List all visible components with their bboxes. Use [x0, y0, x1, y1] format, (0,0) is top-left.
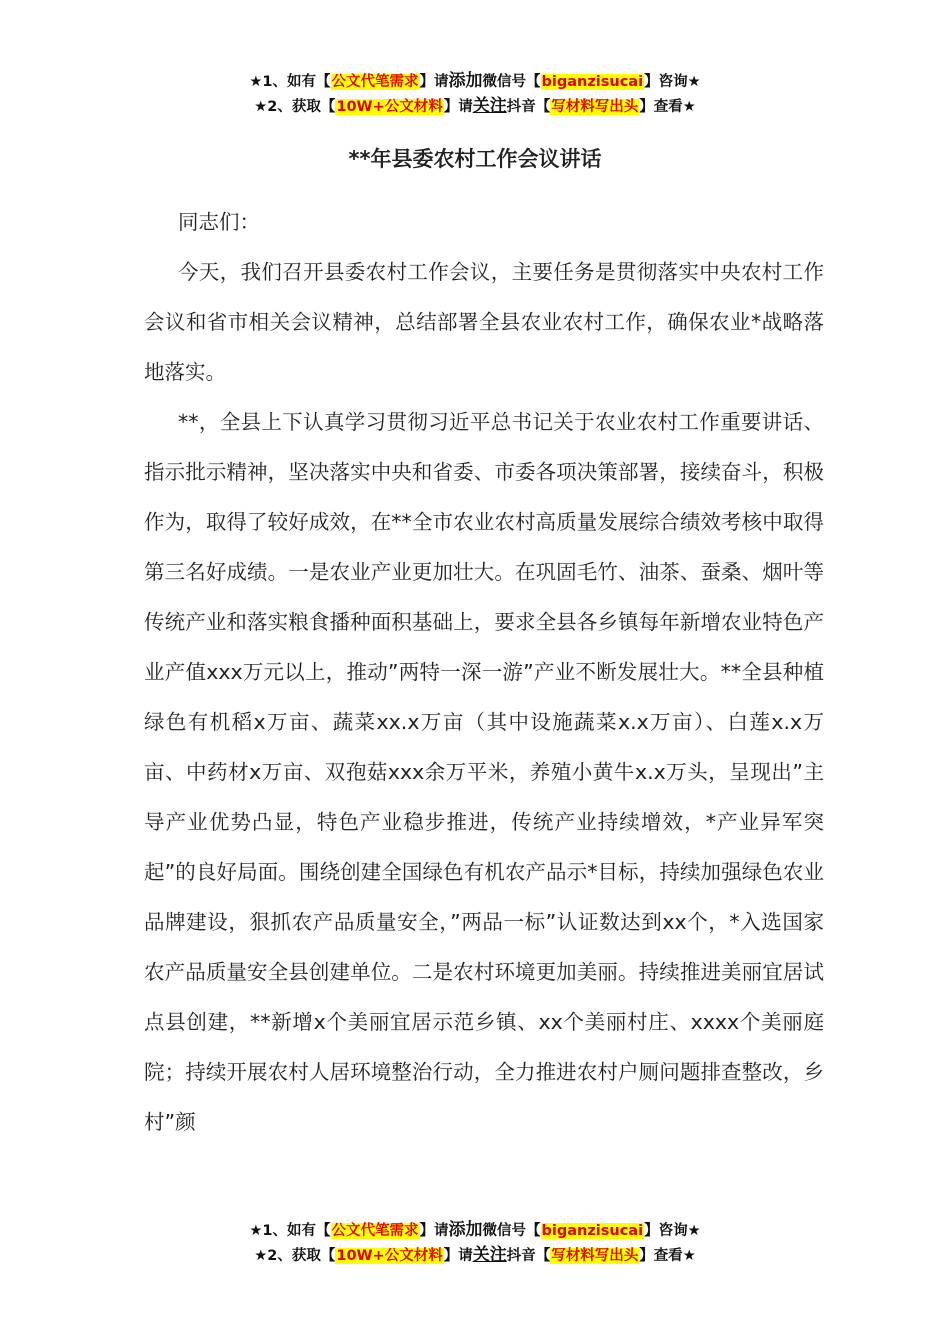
banner-line-2-mid2: 抖音【 — [506, 99, 551, 115]
banner-line-1 — [0, 69, 950, 94]
footer-banner-line-2 — [0, 1243, 950, 1268]
footer-line-2-suffix: 】查看★ — [639, 1248, 696, 1264]
banner-line-1-mid2: 微信号【 — [482, 74, 541, 90]
banner-line-2-suffix: 】查看★ — [639, 99, 696, 115]
banner-line-2 — [0, 94, 950, 119]
document-title: **年县委农村工作会议讲话 — [348, 147, 602, 171]
salutation: 同志们： — [178, 210, 260, 234]
footer-line-1-highlight-wechat: biganzisucai — [541, 1223, 644, 1239]
footer-line-2-emphasis: 关注 — [472, 1245, 507, 1265]
footer-line-1-prefix: ★1、如有【 — [249, 1223, 331, 1239]
banner-line-2-mid: 】请 — [443, 99, 473, 115]
footer-banner-line-1 — [0, 1218, 950, 1243]
footer-line-1-highlight-service: 公文代笔需求 — [331, 1223, 419, 1239]
paragraph: 今天，我们召开县委农村工作会议，主要任务是贯彻落实中央农村工作会议和省市相关会议精神，总结部署全县农业农村工作，确保农业*战略落地落实。 — [144, 260, 824, 384]
banner-line-1-prefix: ★1、如有【 — [249, 74, 331, 90]
paragraph: **，全县上下认真学习贯彻习近平总书记关于农业农村工作重要讲话、指示批示精神，坚决落实中央和省委、市委各项决策部署，接续奋斗，积极作为，取得了较好成效，在**全市农业农村高质量发展综合绩效考核中取得第三名好成绩。一是农业产业更加壮大。在巩固毛竹、油茶、蚕桑、烟叶等传统产业和落实粮食播种面积基础上，要求全县各乡镇每年新增农业特色产业产值xxx万元以上，推动”两特一深一游”产业不断发展壮大。**全县种植绿色有机稻x万亩、蔬菜xx.x万亩（其中设施蔬菜x.x万亩）、白莲x.x万亩、中药材x万亩、双孢菇xxx余万平米，养殖小黄牛x.x万头，呈现出”主导产业优势凸显，特色产业稳步推进，传统产业持续增效，*产业异军突起”的良好局面。围绕创建全国绿色有机农产品示*目标，持续加强绿色农业品牌建设，狠抓农产品质量安全，”两品一标”认证数达到xx个，*入选国家农产品质量安全县创建单位。二是农村环境更加美丽。持续推进美丽宜居试点县创建，**新增x个美丽宜居示范乡镇、xx个美丽村庄、xxxx个美丽庭院；持续开展农村人居环境整治行动，全力推进农村户厕问题排查整改，乡村”颜 — [144, 410, 824, 1134]
footer-line-2-prefix: ★2、获取【 — [254, 1248, 336, 1264]
banner-line-1-mid: 】请 — [419, 74, 449, 90]
footer-line-1-suffix: 】咨询★ — [644, 1223, 701, 1239]
footer-line-1-mid: 】请 — [419, 1223, 449, 1239]
banner-line-2-emphasis: 关注 — [472, 96, 507, 116]
banner-line-2-highlight-douyin: 写材料写出头 — [551, 99, 639, 115]
footer-line-2-highlight-douyin: 写材料写出头 — [551, 1248, 639, 1264]
footer-line-2-highlight-materials: 10W+公文材料 — [336, 1248, 443, 1264]
footer-line-1-emphasis: 添加 — [448, 1220, 483, 1240]
footer-line-1-mid2: 微信号【 — [482, 1223, 541, 1239]
document-body — [144, 197, 824, 1147]
footer-line-2-mid2: 抖音【 — [506, 1248, 551, 1264]
banner-line-2-highlight-materials: 10W+公文材料 — [336, 99, 443, 115]
banner-line-1-emphasis: 添加 — [448, 71, 483, 91]
footer-banner — [0, 1218, 950, 1268]
banner-line-2-prefix: ★2、获取【 — [254, 99, 336, 115]
banner-line-1-suffix: 】咨询★ — [644, 74, 701, 90]
banner-line-1-highlight-service: 公文代笔需求 — [331, 74, 419, 90]
banner-line-1-highlight-wechat: biganzisucai — [541, 74, 644, 90]
header-banner — [0, 69, 950, 119]
footer-line-2-mid: 】请 — [443, 1248, 473, 1264]
